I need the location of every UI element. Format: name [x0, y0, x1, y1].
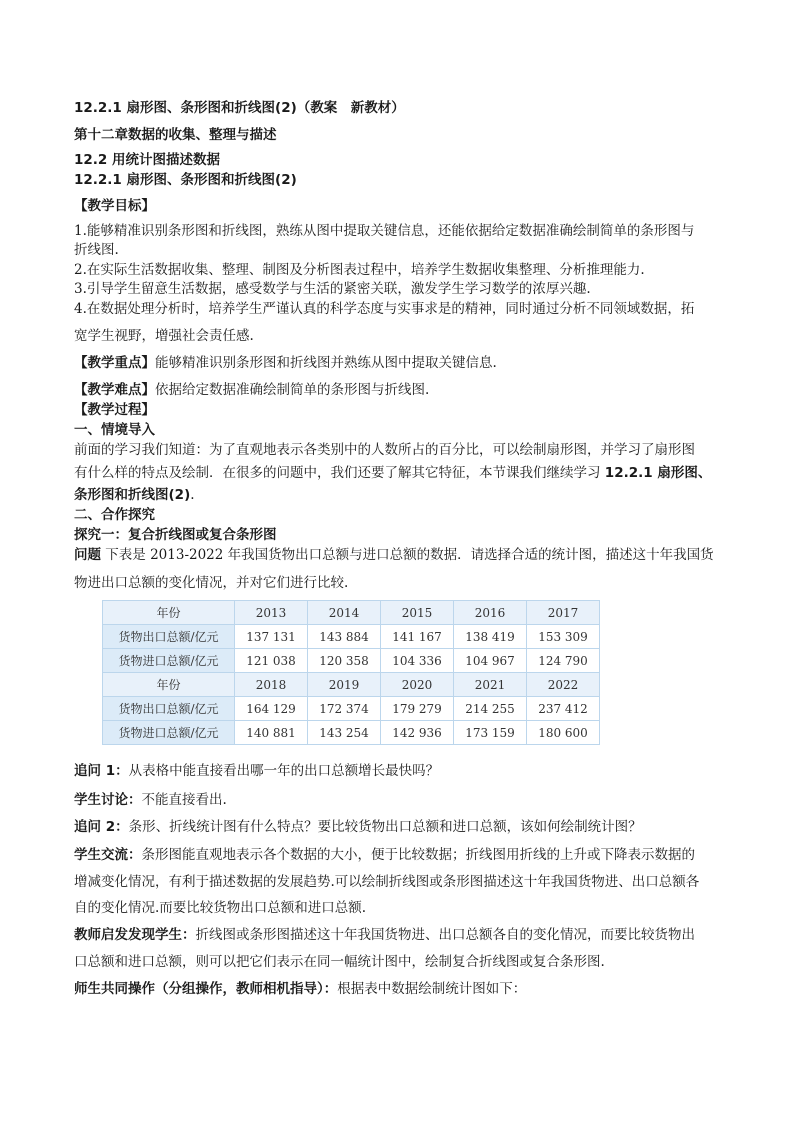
question-line-b: 物进出口总额的变化情况，并对它们进行比较.	[74, 575, 349, 591]
goal-4-line-b: 宽学生视野，增强社会责任感.	[74, 328, 254, 344]
intro-line-b-ref: 12.2.1 扇形图、	[604, 465, 712, 481]
goal-2: 2.在实际生活数据收集、整理、制图及分析图表过程中，培养学生数据收集整理、分析推理能力.	[74, 262, 645, 278]
table-cell: 2022	[527, 673, 600, 697]
table-cell: 2015	[381, 601, 454, 625]
intro-line-b-text: 有什么样的特点及绘制．在很多的问题中，我们还要了解其它特征，本节课我们继续学习	[74, 465, 605, 481]
question-label: 问题	[74, 547, 101, 563]
table-cell: 143 254	[308, 721, 381, 745]
table-row	[103, 625, 600, 649]
followup-2	[74, 818, 724, 837]
process-header: 【教学过程】	[74, 402, 155, 418]
followup-2-label: 追问 2：	[74, 819, 129, 835]
table-row	[103, 601, 600, 625]
table-cell: 2014	[308, 601, 381, 625]
intro-line-c-ref: 条形图和折线图(2)	[74, 487, 191, 503]
goal-3: 3.引导学生留意生活数据，感受数学与生活的紧密关联，激发学生学习数学的浓厚兴趣.	[74, 281, 591, 297]
table-cell: 2013	[235, 601, 308, 625]
table-cell: 货物出口总额/亿元	[103, 697, 235, 721]
part-1-heading: 一、情境导入	[74, 422, 155, 438]
key-point-label: 【教学重点】	[74, 355, 155, 371]
teacher-guidance-text-a: 折线图或条形图描述这十年我国货物进、出口总额各自的变化情况，而要比较货物出	[195, 927, 695, 943]
intro-line-c-end: .	[190, 487, 195, 503]
student-exchange-text-a: 条形图能直观地表示各个数据的大小，便于比较数据；折线图用折线的上升或下降表示数据的	[141, 847, 695, 863]
joint-operation-label: 师生共同操作（分组操作，教师相机指导）：	[74, 981, 338, 997]
intro-line-b	[74, 464, 724, 483]
table-cell: 121 038	[235, 649, 308, 673]
table-cell: 214 255	[454, 697, 527, 721]
table-row	[103, 649, 600, 673]
question-line-a	[74, 546, 724, 565]
table-cell: 104 967	[454, 649, 527, 673]
student-exchange-label: 学生交流：	[74, 847, 142, 863]
table-row	[103, 697, 600, 721]
table-cell: 173 159	[454, 721, 527, 745]
followup-2-text: 条形、折线统计图有什么特点？要比较货物出口总额和进口总额，该如何绘制统计图？	[128, 819, 642, 835]
subsection-title: 12.2.1 扇形图、条形图和折线图(2)	[74, 172, 297, 188]
part-2-heading: 二、合作探究	[74, 507, 155, 523]
section-title: 12.2 用统计图描述数据	[74, 152, 221, 168]
goal-1-line-b: 折线图.	[74, 242, 119, 258]
teacher-guidance-label: 教师启发发现学生：	[74, 927, 196, 943]
table-cell: 142 936	[381, 721, 454, 745]
difficulty	[74, 381, 724, 400]
student-discussion	[74, 791, 724, 810]
difficulty-text: 依据给定数据准确绘制简单的条形图与折线图.	[155, 382, 430, 398]
table-cell: 2019	[308, 673, 381, 697]
table-cell: 年份	[103, 673, 235, 697]
chapter-title: 第十二章数据的收集、整理与描述	[74, 127, 277, 143]
table-cell: 货物进口总额/亿元	[103, 649, 235, 673]
joint-operation	[74, 980, 724, 999]
table-cell: 货物出口总额/亿元	[103, 625, 235, 649]
explore-1-heading: 探究一：复合折线图或复合条形图	[74, 527, 277, 543]
table-cell: 104 336	[381, 649, 454, 673]
table-cell: 164 129	[235, 697, 308, 721]
table-cell: 124 790	[527, 649, 600, 673]
table-cell: 153 309	[527, 625, 600, 649]
goal-4-line-a: 4.在数据处理分析时，培养学生严谨认真的科学态度与实事求是的精神，同时通过分析不同领域数据，拓	[74, 301, 695, 317]
table-cell: 120 358	[308, 649, 381, 673]
table-cell: 172 374	[308, 697, 381, 721]
table-cell: 货物进口总额/亿元	[103, 721, 235, 745]
key-point	[74, 354, 724, 373]
table-cell: 141 167	[381, 625, 454, 649]
table-cell: 2020	[381, 673, 454, 697]
trade-data-table	[102, 600, 600, 745]
joint-operation-text: 根据表中数据绘制统计图如下：	[337, 981, 527, 997]
goal-1-line-a: 1.能够精准识别条形图和折线图，熟练从图中提取关键信息，还能依据给定数据准确绘制简单的条形图与	[74, 223, 695, 239]
table-cell: 2017	[527, 601, 600, 625]
teacher-guidance-line-a	[74, 926, 724, 945]
followup-1-label: 追问 1：	[74, 763, 129, 779]
table-cell: 179 279	[381, 697, 454, 721]
intro-line-c	[74, 486, 724, 505]
table-cell: 2018	[235, 673, 308, 697]
table-cell: 年份	[103, 601, 235, 625]
table-cell: 180 600	[527, 721, 600, 745]
student-exchange-line-a	[74, 846, 724, 865]
table-row	[103, 721, 600, 745]
goals-header: 【教学目标】	[74, 198, 155, 214]
followup-1	[74, 762, 724, 781]
followup-1-text: 从表格中能直接看出哪一年的出口总额增长最快吗？	[128, 763, 440, 779]
student-discussion-text: 不能直接看出.	[141, 792, 227, 808]
difficulty-label: 【教学难点】	[74, 382, 155, 398]
student-exchange-line-b: 增减变化情况，有利于描述数据的发展趋势.可以绘制折线图或条形图描述这十年我国货物进、出口总额各	[74, 874, 700, 890]
table-cell: 2016	[454, 601, 527, 625]
doc-title: 12.2.1 扇形图、条形图和折线图(2)（教案 新教材）	[74, 100, 405, 116]
table-cell: 137 131	[235, 625, 308, 649]
table-cell: 138 419	[454, 625, 527, 649]
question-text-a: 下表是 2013-2022 年我国货物出口总额与进口总额的数据．请选择合适的统计图，描述这十年我国货	[101, 547, 714, 563]
student-exchange-line-c: 自的变化情况.而要比较货物出口总额和进口总额.	[74, 900, 367, 916]
student-discussion-label: 学生讨论：	[74, 792, 142, 808]
table-cell: 140 881	[235, 721, 308, 745]
table-cell: 2021	[454, 673, 527, 697]
table-cell: 143 884	[308, 625, 381, 649]
intro-line-a: 前面的学习我们知道：为了直观地表示各类别中的人数所占的百分比，可以绘制扇形图，并学习了扇形图	[74, 442, 695, 458]
table-row	[103, 673, 600, 697]
table-cell: 237 412	[527, 697, 600, 721]
key-point-text: 能够精准识别条形图和折线图并熟练从图中提取关键信息.	[155, 355, 497, 371]
teacher-guidance-line-b: 口总额和进口总额，则可以把它们表示在同一幅统计图中，绘制复合折线图或复合条形图.	[74, 954, 605, 970]
